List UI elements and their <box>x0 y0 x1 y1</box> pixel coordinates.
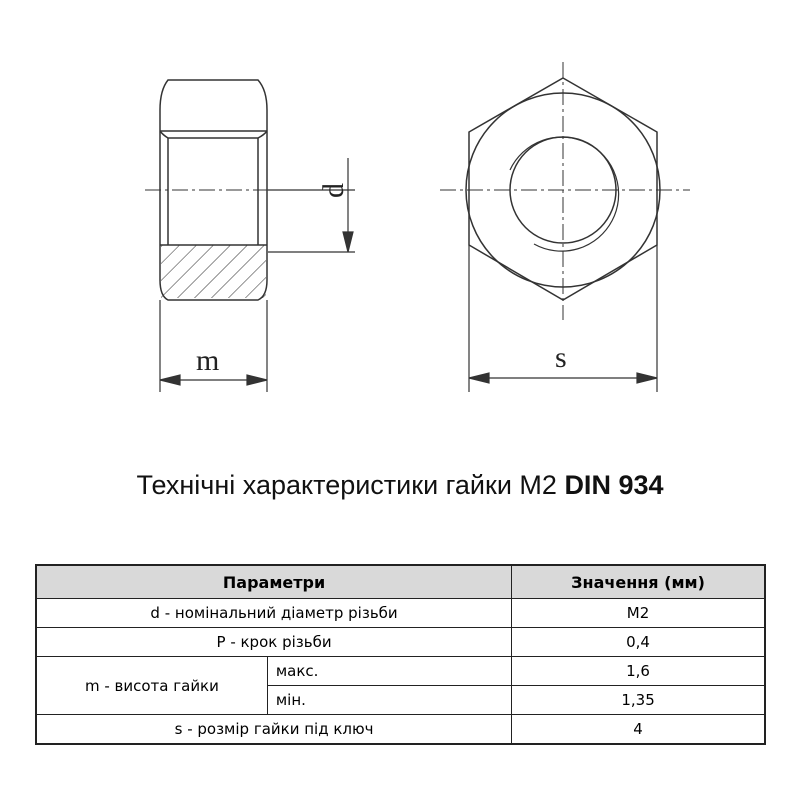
table-row <box>36 657 765 686</box>
page-title <box>0 470 800 501</box>
row-m-min-value: 1,35 <box>512 686 765 715</box>
hatched-section <box>161 245 266 298</box>
row-m-min-label: мін. <box>267 686 511 715</box>
row-p-label: P - крок різьби <box>36 628 512 657</box>
table-row <box>36 715 765 745</box>
row-m-label: m - висота гайки <box>36 657 267 715</box>
dimension-m-label: m <box>196 344 220 377</box>
dimension-d-label: d <box>317 183 350 198</box>
row-m-max-value: 1,6 <box>512 657 765 686</box>
row-p-value: 0,4 <box>512 628 765 657</box>
row-d-label: d - номінальний діаметр різьби <box>36 599 512 628</box>
header-value: Значення (мм) <box>512 565 765 599</box>
table-row <box>36 599 765 628</box>
row-s-label: s - розмір гайки під ключ <box>36 715 512 745</box>
front-view <box>440 62 690 320</box>
row-m-max-label: макс. <box>267 657 511 686</box>
table-row <box>36 628 765 657</box>
title-text: Технічні характеристики гайки М2 <box>136 470 557 500</box>
header-param: Параметри <box>36 565 512 599</box>
side-view <box>145 80 285 300</box>
row-s-value: 4 <box>512 715 765 745</box>
title-standard: DIN 934 <box>564 470 664 500</box>
table-header-row <box>36 565 765 599</box>
row-d-value: М2 <box>512 599 765 628</box>
dimension-d <box>268 158 355 252</box>
dimension-s-label: s <box>555 341 567 374</box>
spec-table <box>35 564 766 745</box>
